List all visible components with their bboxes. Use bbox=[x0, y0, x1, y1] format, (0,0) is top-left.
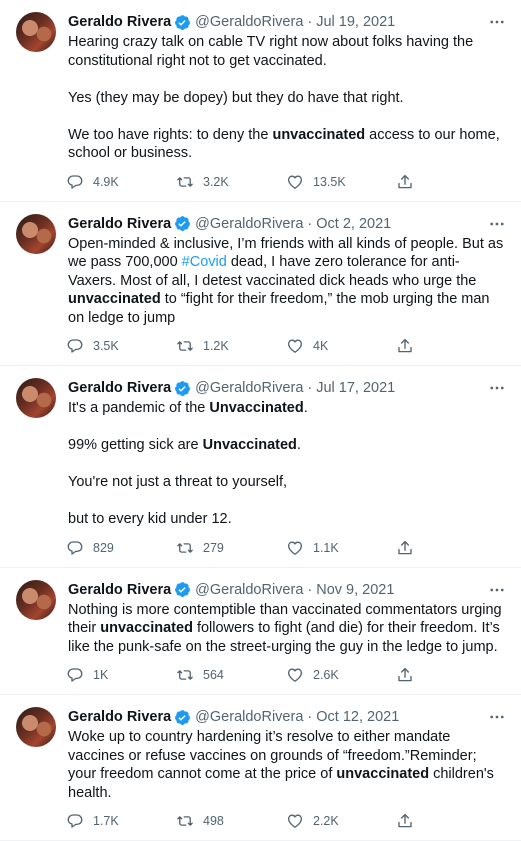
highlighted-term: Unvaccinated bbox=[209, 400, 304, 416]
text-segment: children's health. bbox=[68, 766, 494, 801]
reply-button[interactable] bbox=[66, 666, 176, 684]
tweet-header bbox=[68, 580, 505, 600]
share-icon bbox=[396, 539, 414, 557]
tweet-actions bbox=[66, 802, 505, 840]
tweet-actions bbox=[66, 529, 505, 567]
verified-badge-icon bbox=[174, 14, 191, 31]
retweet-button[interactable] bbox=[176, 337, 286, 355]
more-icon[interactable] bbox=[487, 707, 507, 727]
reply-icon bbox=[66, 337, 84, 355]
more-icon[interactable] bbox=[487, 378, 507, 398]
like-button[interactable] bbox=[286, 666, 396, 684]
like-icon bbox=[286, 812, 304, 830]
share-icon bbox=[396, 337, 414, 355]
retweet-icon bbox=[176, 173, 194, 191]
reply-count: 3.5K bbox=[93, 339, 119, 353]
retweet-count: 3.2K bbox=[203, 174, 229, 189]
retweet-icon bbox=[176, 812, 194, 830]
separator-dot: · bbox=[307, 215, 313, 232]
tweet-paragraph bbox=[68, 728, 505, 802]
like-button[interactable] bbox=[286, 812, 396, 830]
avatar[interactable] bbox=[16, 707, 56, 747]
tweet[interactable] bbox=[0, 202, 521, 367]
more-icon[interactable] bbox=[487, 214, 507, 234]
avatar[interactable] bbox=[16, 12, 56, 52]
share-icon bbox=[396, 173, 414, 191]
tweet-date[interactable]: Jul 19, 2021 bbox=[316, 14, 396, 30]
retweet-button[interactable] bbox=[176, 173, 286, 191]
author-name[interactable]: Geraldo Rivera bbox=[68, 215, 172, 232]
text-segment: but to every kid under 12. bbox=[68, 511, 232, 527]
tweet-paragraph bbox=[68, 510, 505, 529]
text-segment: Woke up to country hardening it’s resolve to either mandate vaccines or refuse vaccines on grounds of “freedom.”Reminder; your freedom cannot come at the price of bbox=[68, 729, 477, 782]
tweet[interactable] bbox=[0, 695, 521, 841]
tweet-content bbox=[68, 580, 505, 695]
author-handle[interactable]: @GeraldoRivera bbox=[195, 709, 304, 725]
author-handle[interactable]: @GeraldoRivera bbox=[195, 380, 304, 396]
share-icon bbox=[396, 812, 414, 830]
separator-dot: · bbox=[307, 581, 313, 598]
verified-badge-icon bbox=[174, 581, 191, 598]
tweet-date[interactable]: Jul 17, 2021 bbox=[316, 380, 396, 396]
retweet-count: 564 bbox=[203, 668, 224, 682]
tweet-date[interactable]: Nov 9, 2021 bbox=[316, 581, 395, 598]
like-count: 13.5K bbox=[313, 174, 346, 189]
text-segment: Hearing crazy talk on cable TV right now about folks having the constitutional right not to get vaccinated. bbox=[68, 34, 474, 69]
retweet-button[interactable] bbox=[176, 666, 286, 684]
more-icon[interactable] bbox=[487, 580, 507, 600]
text-segment: . bbox=[303, 400, 308, 416]
tweet-header bbox=[68, 707, 505, 727]
tweet-paragraph bbox=[68, 601, 505, 657]
author-handle[interactable]: @GeraldoRivera bbox=[195, 215, 304, 232]
tweet-header bbox=[68, 12, 505, 32]
like-icon bbox=[286, 173, 304, 191]
text-segment: followers to fight (and die) for their freedom. It’s like the punk-safe on the street-urging the guy in the ledge to jump. bbox=[68, 620, 500, 655]
tweet-text bbox=[68, 399, 505, 529]
tweet-content bbox=[68, 214, 505, 366]
text-segment: We too have rights: to deny the bbox=[68, 126, 273, 143]
retweet-icon bbox=[176, 666, 194, 684]
like-count: 4K bbox=[313, 339, 329, 353]
author-handle[interactable]: @GeraldoRivera bbox=[195, 14, 304, 30]
tweet[interactable] bbox=[0, 0, 521, 202]
reply-button[interactable] bbox=[66, 173, 176, 191]
retweet-icon bbox=[176, 337, 194, 355]
separator-dot: · bbox=[307, 709, 313, 725]
reply-count: 1.7K bbox=[93, 814, 119, 828]
tweet-paragraph bbox=[68, 436, 505, 455]
tweet-paragraph bbox=[68, 33, 505, 70]
retweet-count: 498 bbox=[203, 814, 224, 828]
text-segment: It's a pandemic of the bbox=[68, 400, 210, 416]
tweet-paragraph bbox=[68, 473, 505, 492]
tweet[interactable] bbox=[0, 366, 521, 568]
share-button[interactable] bbox=[396, 173, 426, 191]
hashtag-link[interactable]: #Covid bbox=[181, 254, 227, 270]
retweet-button[interactable] bbox=[176, 812, 286, 830]
like-icon bbox=[286, 539, 304, 557]
share-button[interactable] bbox=[396, 337, 426, 355]
retweet-count: 1.2K bbox=[203, 339, 229, 353]
reply-icon bbox=[66, 666, 84, 684]
tweet-actions bbox=[66, 327, 505, 365]
author-name[interactable]: Geraldo Rivera bbox=[68, 14, 172, 30]
reply-icon bbox=[66, 812, 84, 830]
share-button[interactable] bbox=[396, 812, 426, 830]
more-icon[interactable] bbox=[487, 12, 507, 32]
like-count: 1.1K bbox=[313, 540, 339, 555]
text-segment: Nothing is more contemptible than vaccinated commentators urging their bbox=[68, 601, 502, 636]
tweet[interactable] bbox=[0, 568, 521, 696]
highlighted-term: unvaccinated bbox=[100, 620, 193, 636]
share-icon bbox=[396, 666, 414, 684]
author-name[interactable]: Geraldo Rivera bbox=[68, 380, 172, 396]
retweet-icon bbox=[176, 539, 194, 557]
like-icon bbox=[286, 337, 304, 355]
avatar[interactable] bbox=[16, 378, 56, 418]
tweet-paragraph bbox=[68, 399, 505, 418]
tweet-text bbox=[68, 33, 505, 163]
tweet-actions bbox=[66, 163, 505, 201]
tweet-text bbox=[68, 728, 505, 802]
highlighted-term: unvaccinated bbox=[272, 126, 366, 143]
tweet-actions bbox=[66, 656, 505, 694]
tweet-text bbox=[68, 601, 505, 657]
like-button[interactable] bbox=[286, 539, 396, 557]
author-handle[interactable]: @GeraldoRivera bbox=[195, 581, 304, 598]
tweet-paragraph bbox=[68, 235, 505, 328]
like-button[interactable] bbox=[286, 173, 396, 191]
separator-dot: · bbox=[307, 380, 313, 396]
highlighted-term: Unvaccinated bbox=[202, 437, 297, 453]
text-segment: dead, I have zero tolerance for anti-Vaxers. Most of all, I detest vaccinated dick heads who urge the bbox=[68, 254, 477, 289]
highlighted-term: unvaccinated bbox=[68, 291, 161, 307]
like-count: 2.2K bbox=[313, 814, 339, 828]
separator-dot: · bbox=[307, 14, 313, 30]
share-button[interactable] bbox=[396, 666, 426, 684]
avatar[interactable] bbox=[16, 214, 56, 254]
tweet-date[interactable]: Oct 12, 2021 bbox=[316, 709, 400, 725]
tweet-content bbox=[68, 378, 505, 567]
reply-count: 4.9K bbox=[93, 174, 119, 189]
like-icon bbox=[286, 666, 304, 684]
text-segment: Yes (they may be dopey) but they do have that right. bbox=[68, 89, 404, 106]
share-button[interactable] bbox=[396, 539, 426, 557]
avatar[interactable] bbox=[16, 580, 56, 620]
tweet-paragraph bbox=[68, 126, 505, 163]
like-button[interactable] bbox=[286, 337, 396, 355]
text-segment: . bbox=[296, 437, 301, 453]
retweet-button[interactable] bbox=[176, 539, 286, 557]
tweet-date[interactable]: Oct 2, 2021 bbox=[316, 215, 392, 232]
verified-badge-icon bbox=[174, 709, 191, 726]
text-segment: access to our home, school or business. bbox=[68, 126, 500, 161]
verified-badge-icon bbox=[174, 215, 191, 232]
tweet-header bbox=[68, 378, 505, 398]
verified-badge-icon bbox=[174, 380, 191, 397]
text-segment: You're not just a threat to yourself, bbox=[68, 474, 288, 490]
reply-icon bbox=[66, 173, 84, 191]
text-segment: to “fight for their freedom,” the mob urging the man on ledge to jump bbox=[68, 291, 490, 326]
highlighted-term: unvaccinated bbox=[336, 766, 430, 782]
tweet-text bbox=[68, 235, 505, 328]
text-segment: 99% getting sick are bbox=[68, 437, 203, 453]
reply-count: 829 bbox=[93, 540, 114, 555]
reply-icon bbox=[66, 539, 84, 557]
text-segment: Open-minded & inclusive, I’m friends with all kinds of people. But as we pass 700,000 bbox=[68, 235, 504, 270]
tweet-content bbox=[68, 707, 505, 840]
tweet-header bbox=[68, 214, 505, 234]
reply-count: 1K bbox=[93, 668, 109, 682]
author-name[interactable]: Geraldo Rivera bbox=[68, 709, 172, 725]
author-name[interactable]: Geraldo Rivera bbox=[68, 581, 172, 598]
reply-button[interactable] bbox=[66, 337, 176, 355]
reply-button[interactable] bbox=[66, 539, 176, 557]
tweet-content bbox=[68, 12, 505, 201]
reply-button[interactable] bbox=[66, 812, 176, 830]
retweet-count: 279 bbox=[203, 540, 224, 555]
like-count: 2.6K bbox=[313, 668, 339, 682]
tweet-paragraph bbox=[68, 89, 505, 108]
